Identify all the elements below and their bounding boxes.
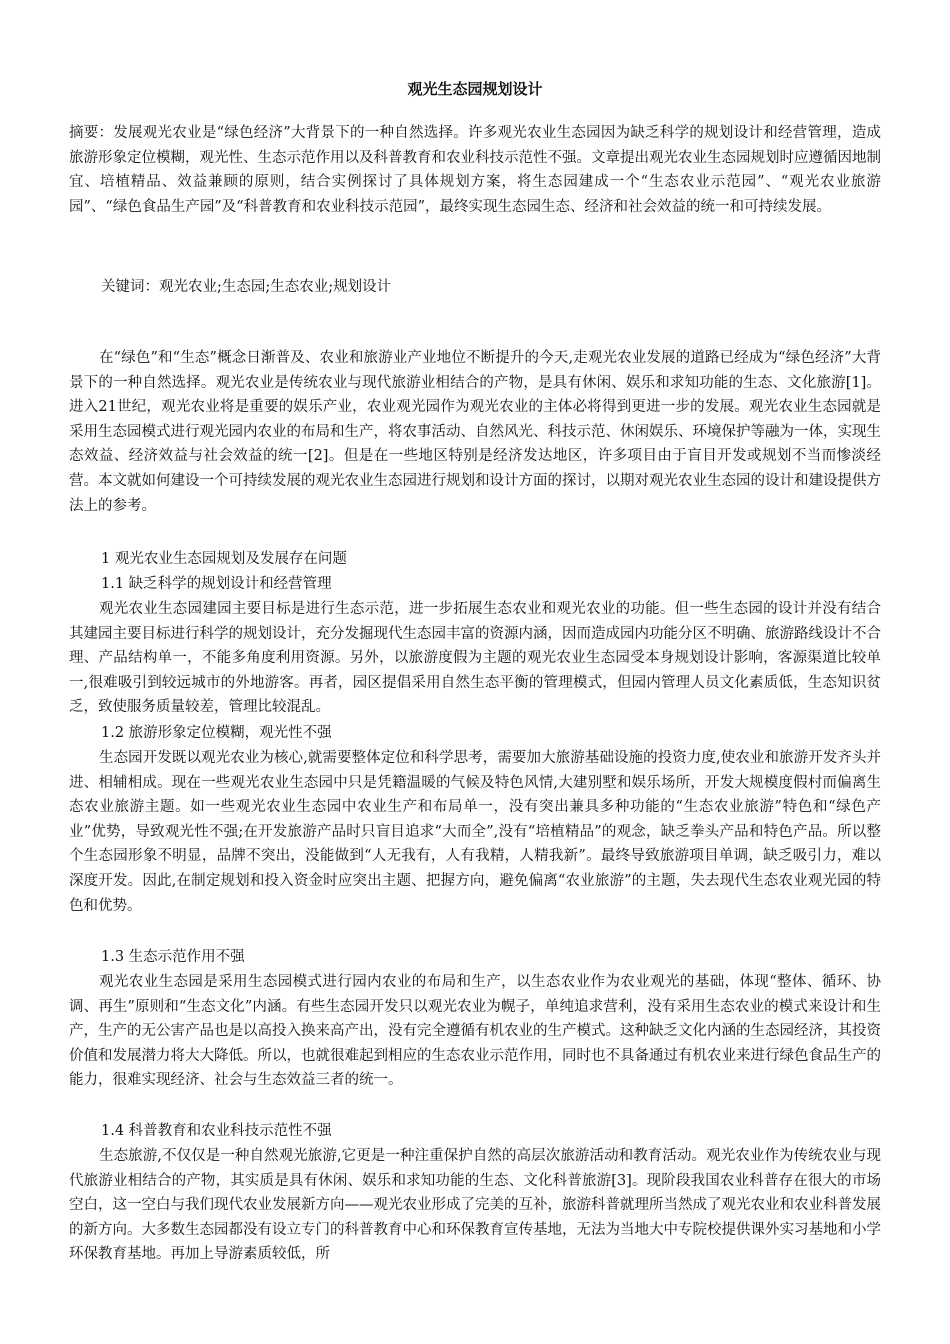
section-heading-1: 1 观光农业生态园规划及发展存在问题 <box>101 551 347 567</box>
paragraph-1-3: 观光农业生态园是采用生态园模式进行园内农业的布局和生产，以生态农业作为农业观光的基础，体现“整体、循环、协调、再生”原则和“生态文化”内涵。有些生态园开发只以观光农业为幌子，单纯追求营利，没有采用生态农业的模式来设计和生产，生产的无公害产品也是以高投入换来高产出，没有完全遵循有机农业的生产模式。这种缺乏文化内涵的生态园经济，其投资价值和发展潜力将大大降低。所以，也就很难起到相应的生态农业示范作用，同时也不具备通过有机农业来进行绿色食品生产的能力，很难实现经济、社会与生态效益三者的统一。 <box>69 974 881 1089</box>
section-heading-1-1: 1.1 缺乏科学的规划设计和经营管理 <box>101 576 332 592</box>
paragraph-1-2: 生态园开发既以观光农业为核心,就需要整体定位和科学思考，需要加大旅游基础设施的投资力度,使农业和旅游开发齐头并进、相辅相成。现在一些观光农业生态园中只是凭籍温暖的气候及特色风情,大建别墅和娱乐场所，开发大规模度假村而偏离生态农业旅游主题。如一些观光农业生态园中农业生产和布局单一，没有突出兼具多种功能的“生态农业旅游”特色和“绿色产业”优势，导致观光性不强;在开发旅游产品时只盲目追求“大而全”,没有“培植精品”的观念，缺乏拳头产品和特色产品。所以整个生态园形象不明显，品牌不突出，没能做到“人无我有，人有我精，人精我新”。最终导致旅游项目单调，缺乏吸引力，难以深度开发。因此,在制定规划和投入资金时应突出主题、把握方向，避免偏离“农业旅游”的主题，失去现代生态农业观光园的特色和优势。 <box>69 750 881 914</box>
keywords-line: 关键词：观光农业;生态园;生态农业;规划设计 <box>101 279 392 295</box>
section-heading-1-3: 1.3 生态示范作用不强 <box>101 949 245 965</box>
paragraph-1-4: 生态旅游,不仅仅是一种自然观光旅游,它更是一种注重保护自然的高层次旅游活动和教育活动。观光农业作为传统农业与现代旅游业相结合的产物，其实质是具有休闲、娱乐和求知功能的生态、文化科普旅游[3]。现阶段我国农业科普存在很大的市场空白，这一空白与我们现代农业发展新方向——观光农业形成了完美的互补，旅游科普就理所当然成了观光农业和农业科普发展的新方向。大多数生态园都没有设立专门的科普教育中心和环保教育宣传基地，无法为当地大中专院校提供课外实习基地和小学环保教育基地。再加上导游素质较低，所 <box>69 1148 881 1263</box>
document-title: 观光生态园规划设计 <box>407 80 543 98</box>
section-heading-1-4: 1.4 科普教育和农业科技示范性不强 <box>101 1123 332 1139</box>
paragraph-1-1: 观光农业生态园建园主要目标是进行生态示范，进一步拓展生态农业和观光农业的功能。但一些生态园的设计并没有结合其建园主要目标进行科学的规划设计，充分发掘现代生态园丰富的资源内涵，因而造成园内功能分区不明确、旅游路线设计不合理、产品结构单一，不能多角度利用资源。另外，以旅游度假为主题的观光农业生态园受本身规划设计影响，客源渠道比较单一,很难吸引到较远城市的外地游客。再者，园区提倡采用自然生态平衡的管理模式，但园内管理人员文化素质低，生态知识贫乏，致使服务质量较差，管理比较混乱。 <box>69 601 881 716</box>
section-heading-1-2: 1.2 旅游形象定位模糊，观光性不强 <box>101 725 332 741</box>
abstract-paragraph: 摘要：发展观光农业是“绿色经济”大背景下的一种自然选择。许多观光农业生态园因为缺乏科学的规划设计和经营管理，造成旅游形象定位模糊，观光性、生态示范作用以及科普教育和农业科技示范性不强。文章提出观光农业生态园规划时应遵循因地制宜、培植精品、效益兼顾的原则，结合实例探讨了具体规划方案，将生态园建成一个“生态农业示范园”、“观光农业旅游园”、“绿色食品生产园”及“科普教育和农业科技示范园”，最终实现生态园生态、经济和社会效益的统一和可持续发展。 <box>69 125 881 215</box>
intro-paragraph: 在“绿色”和“生态”概念日渐普及、农业和旅游业产业地位不断提升的今天,走观光农业发展的道路已经成为“绿色经济”大背景下的一种自然选择。观光农业是传统农业与现代旅游业相结合的产物，是具有休闲、娱乐和求知功能的生态、文化旅游[1]。进入21世纪，观光农业将是重要的娱乐产业，农业观光园作为观光农业的主体必将得到更进一步的发展。观光农业生态园就是采用生态园模式进行观光园内农业的布局和生产，将农事活动、自然风光、科技示范、休闲娱乐、环境保护等融为一体，实现生态效益、经济效益与社会效益的统一[2]。但是在一些地区特别是经济发达地区，许多项目由于盲目开发或规划不当而惨淡经营。本文就如何建设一个可持续发展的观光农业生态园进行规划和设计方面的探讨，以期对观光农业生态园的设计和建设提供方法上的参考。 <box>69 350 881 514</box>
